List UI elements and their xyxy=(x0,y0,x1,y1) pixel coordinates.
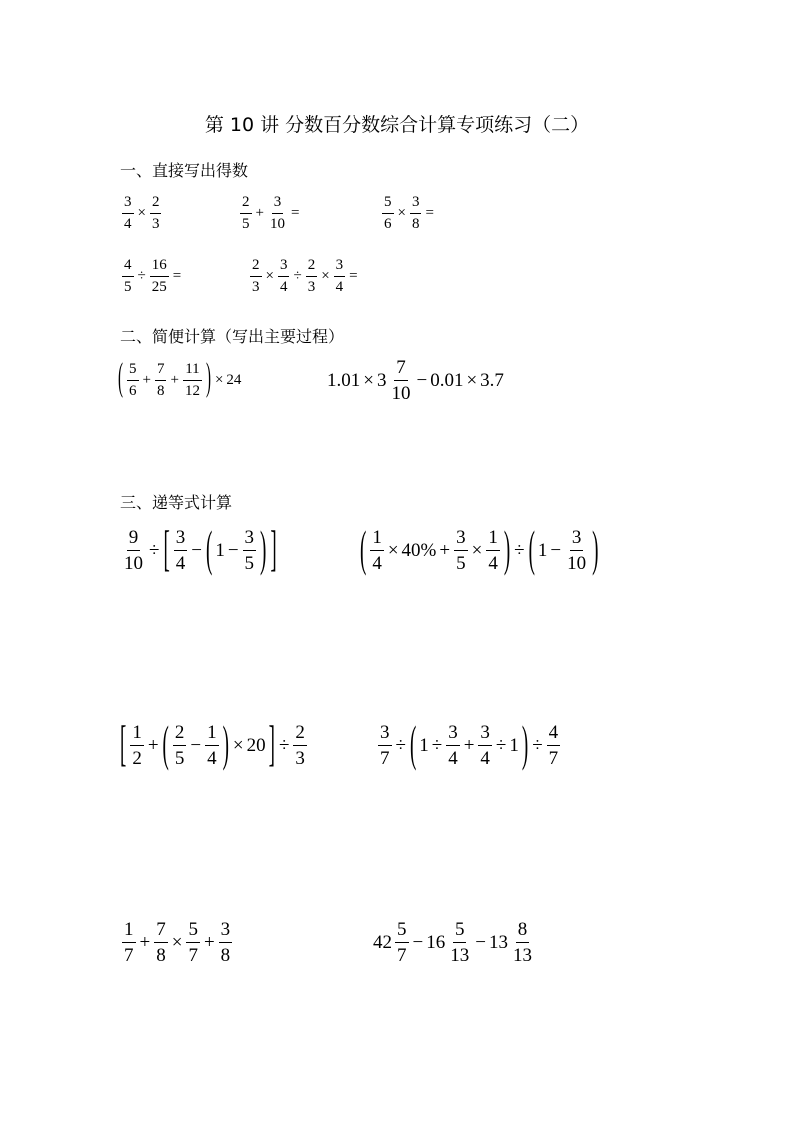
operator: = xyxy=(425,205,434,221)
denominator: 4 xyxy=(207,748,217,769)
numerator: 3 xyxy=(446,723,460,746)
numerator: 5 xyxy=(382,195,394,214)
operator: × xyxy=(471,540,483,561)
numerator: 1 xyxy=(486,528,500,551)
numerator: 3 xyxy=(570,528,584,551)
numerator: 3 xyxy=(278,258,290,277)
section-heading-simplify: 二、简便计算（写出主要过程） xyxy=(120,327,345,346)
operator: = xyxy=(172,268,182,284)
operator: + xyxy=(139,932,151,953)
operator: × xyxy=(363,370,374,391)
parenthesis: ( xyxy=(205,523,213,578)
bracket: ] xyxy=(270,523,277,578)
bracket: [ xyxy=(163,523,170,578)
numerator: 1 xyxy=(130,723,144,746)
number: 3 xyxy=(376,370,387,391)
problem-8 xyxy=(120,523,279,578)
number: 0.01 xyxy=(430,370,464,391)
operator: × xyxy=(214,372,224,388)
number: 13 xyxy=(488,932,508,953)
fraction xyxy=(219,920,233,965)
parenthesis: ( xyxy=(162,718,169,773)
denominator: 4 xyxy=(124,216,132,232)
problem-12 xyxy=(120,920,234,965)
number: 40% xyxy=(401,540,437,561)
parenthesis: ) xyxy=(205,358,211,400)
operator: × xyxy=(265,268,274,284)
denominator: 8 xyxy=(220,945,231,966)
fraction xyxy=(448,920,471,965)
problem-6 xyxy=(116,358,242,400)
numerator: 3 xyxy=(410,195,422,214)
fraction xyxy=(155,362,167,399)
operator: ÷ xyxy=(293,268,302,284)
numerator: 3 xyxy=(174,528,188,551)
operator: × xyxy=(232,735,244,756)
numerator: 3 xyxy=(243,528,257,551)
operator: ÷ xyxy=(149,540,160,561)
operator: − xyxy=(475,932,486,953)
denominator: 7 xyxy=(188,945,198,966)
denominator: 3 xyxy=(307,279,316,295)
operator: = xyxy=(290,205,300,221)
denominator: 12 xyxy=(184,383,200,399)
problem-11 xyxy=(376,718,562,773)
numerator: 1 xyxy=(205,723,219,746)
fraction xyxy=(154,920,168,965)
operator: ÷ xyxy=(278,735,290,756)
problem-9 xyxy=(358,523,600,578)
numerator: 7 xyxy=(394,358,408,381)
denominator: 5 xyxy=(174,748,185,769)
section-heading-step: 三、递等式计算 xyxy=(120,493,233,512)
fraction xyxy=(150,195,162,232)
fraction xyxy=(183,362,202,399)
problem-10 xyxy=(118,718,309,773)
operator: + xyxy=(147,735,159,756)
fraction xyxy=(382,195,394,232)
numerator: 9 xyxy=(127,528,141,551)
denominator: 13 xyxy=(450,945,470,966)
fraction xyxy=(240,195,252,232)
fraction xyxy=(511,920,534,965)
denominator: 8 xyxy=(411,216,420,232)
fraction xyxy=(306,258,318,295)
operator: ÷ xyxy=(514,540,525,561)
operator: + xyxy=(439,540,451,561)
fraction xyxy=(122,258,134,295)
operator: − xyxy=(191,540,202,561)
denominator: 5 xyxy=(124,279,132,295)
numerator: 2 xyxy=(173,723,187,746)
numerator: 4 xyxy=(122,258,134,277)
operator: × xyxy=(387,540,399,561)
numerator: 5 xyxy=(453,920,467,943)
denominator: 7 xyxy=(380,748,390,769)
numerator: 3 xyxy=(378,723,392,746)
operator: ÷ xyxy=(431,735,443,756)
fraction xyxy=(122,195,134,232)
numerator: 16 xyxy=(150,258,169,277)
fraction xyxy=(250,258,262,295)
operator: − xyxy=(190,735,202,756)
parenthesis: ) xyxy=(222,718,229,773)
numerator: 3 xyxy=(122,195,134,214)
numerator: 3 xyxy=(334,258,346,277)
fraction xyxy=(478,723,492,768)
fraction xyxy=(278,258,290,295)
number: 1 xyxy=(509,735,519,756)
operator: × xyxy=(466,370,478,391)
number: 1 xyxy=(215,540,225,561)
number: 1 xyxy=(419,735,429,756)
parenthesis: ) xyxy=(592,523,599,578)
fraction xyxy=(395,920,409,965)
numerator: 5 xyxy=(395,920,409,943)
denominator: 10 xyxy=(124,553,143,574)
parenthesis: ( xyxy=(118,358,123,400)
operator: + xyxy=(203,932,215,953)
problem-2 xyxy=(238,195,301,232)
operator: + xyxy=(255,205,264,221)
parenthesis: ) xyxy=(260,523,267,578)
fraction xyxy=(547,723,561,768)
denominator: 10 xyxy=(269,216,285,232)
operator: ÷ xyxy=(395,735,406,756)
numerator: 5 xyxy=(127,362,139,381)
denominator: 4 xyxy=(488,553,498,574)
operator: + xyxy=(463,735,475,756)
denominator: 5 xyxy=(242,216,250,232)
operator: × xyxy=(171,932,183,953)
fraction xyxy=(389,358,412,403)
numerator: 3 xyxy=(272,195,284,214)
numerator: 3 xyxy=(454,528,468,551)
operator: = xyxy=(349,268,358,284)
parenthesis: ) xyxy=(503,523,511,578)
problem-3 xyxy=(380,195,436,232)
fraction xyxy=(486,528,500,573)
denominator: 6 xyxy=(129,383,137,399)
number: 1.01 xyxy=(327,370,361,391)
parenthesis: ( xyxy=(528,523,535,578)
denominator: 4 xyxy=(175,553,186,574)
denominator: 5 xyxy=(244,553,255,574)
fraction xyxy=(268,195,287,232)
number: 1 xyxy=(537,540,548,561)
denominator: 6 xyxy=(384,216,392,232)
fraction xyxy=(173,723,187,768)
operator: − xyxy=(227,540,239,561)
fraction xyxy=(186,920,200,965)
problem-4 xyxy=(120,258,183,295)
numerator: 5 xyxy=(186,920,200,943)
operator: × xyxy=(137,205,146,221)
fraction xyxy=(410,195,422,232)
parenthesis: ( xyxy=(409,718,417,773)
numerator: 3 xyxy=(219,920,233,943)
numerator: 8 xyxy=(516,920,530,943)
denominator: 7 xyxy=(124,945,134,966)
numerator: 2 xyxy=(240,195,252,214)
denominator: 25 xyxy=(151,279,167,295)
denominator: 5 xyxy=(456,553,466,574)
operator: ÷ xyxy=(532,735,543,756)
fraction xyxy=(122,920,136,965)
denominator: 3 xyxy=(151,216,160,232)
problem-13 xyxy=(372,920,536,965)
section-heading-direct: 一、直接写出得数 xyxy=(120,161,249,180)
denominator: 3 xyxy=(295,748,305,769)
fraction xyxy=(205,723,219,768)
page-title: 第 10 讲 分数百分数综合计算专项练习（二） xyxy=(204,114,590,136)
denominator: 4 xyxy=(448,748,458,769)
number: 42 xyxy=(373,932,392,953)
fraction xyxy=(174,528,188,573)
fraction xyxy=(150,258,169,295)
fraction xyxy=(454,528,468,573)
numerator: 7 xyxy=(154,920,168,943)
problem-7 xyxy=(326,358,505,403)
fraction xyxy=(293,723,307,768)
numerator: 3 xyxy=(478,723,492,746)
fraction xyxy=(446,723,460,768)
denominator: 10 xyxy=(567,553,587,574)
numerator: 2 xyxy=(150,195,162,214)
denominator: 13 xyxy=(512,945,532,966)
number: 16 xyxy=(426,932,446,953)
problem-1 xyxy=(120,195,163,232)
operator: + xyxy=(170,372,179,388)
numerator: 11 xyxy=(183,362,201,381)
operator: ÷ xyxy=(137,268,146,284)
denominator: 4 xyxy=(335,279,344,295)
parenthesis: ) xyxy=(521,718,529,773)
problem-5 xyxy=(248,258,360,295)
denominator: 4 xyxy=(372,553,382,574)
numerator: 1 xyxy=(122,920,136,943)
operator: − xyxy=(550,540,562,561)
denominator: 7 xyxy=(548,748,559,769)
denominator: 4 xyxy=(279,279,288,295)
numerator: 2 xyxy=(293,723,307,746)
denominator: 3 xyxy=(252,279,260,295)
numerator: 7 xyxy=(155,362,167,381)
numerator: 2 xyxy=(250,258,262,277)
bracket: [ xyxy=(120,718,127,773)
operator: − xyxy=(416,370,428,391)
denominator: 7 xyxy=(397,945,407,966)
denominator: 10 xyxy=(391,383,411,404)
fraction xyxy=(370,528,384,573)
fraction xyxy=(243,528,257,573)
fraction xyxy=(378,723,392,768)
number: 20 xyxy=(246,735,266,756)
operator: × xyxy=(321,268,330,284)
parenthesis: ( xyxy=(360,523,367,578)
denominator: 4 xyxy=(480,748,490,769)
operator: + xyxy=(142,372,151,388)
number: 24 xyxy=(226,372,242,388)
fraction xyxy=(334,258,346,295)
denominator: 2 xyxy=(132,748,142,769)
denominator: 8 xyxy=(156,945,166,966)
operator: × xyxy=(397,205,406,221)
fraction xyxy=(565,528,588,573)
number: 3.7 xyxy=(480,370,504,391)
fraction xyxy=(127,362,139,399)
numerator: 2 xyxy=(306,258,318,277)
operator: ÷ xyxy=(495,735,507,756)
numerator: 1 xyxy=(370,528,384,551)
denominator: 8 xyxy=(156,383,165,399)
operator: − xyxy=(412,932,424,953)
numerator: 4 xyxy=(547,723,561,746)
fraction xyxy=(130,723,144,768)
fraction xyxy=(122,528,145,573)
bracket: ] xyxy=(268,718,275,773)
